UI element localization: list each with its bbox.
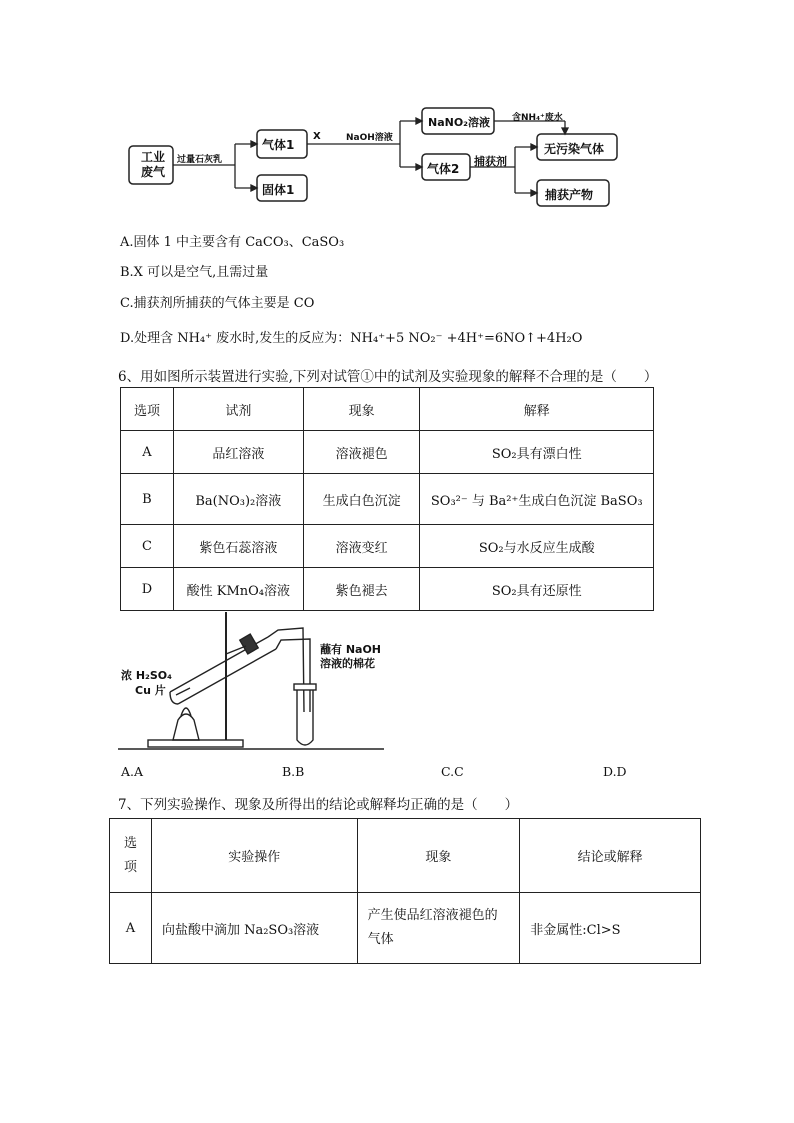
q7-stem: 7、下列实验操作、现象及所得出的结论或解释均正确的是（ ） (118, 797, 519, 813)
x-label: X (313, 131, 321, 142)
table-cell: A (121, 431, 174, 474)
q6-header-phenomenon: 现象 (303, 388, 420, 431)
table-cell: 非金属性:Cl>S (520, 893, 701, 964)
table-cell: SO₂与水反应生成酸 (420, 525, 654, 568)
table-cell: 紫色石蕊溶液 (173, 525, 303, 568)
q7-header-conclusion: 结论或解释 (520, 819, 701, 893)
q6-stem: 6、用如图所示装置进行实验,下列对试管①中的试剂及实验现象的解释不合理的是（ ） (118, 369, 658, 385)
table-cell: B (121, 474, 174, 525)
table-cell: D (121, 568, 174, 611)
table-cell: 紫色褪去 (303, 568, 420, 611)
table-cell: C (121, 525, 174, 568)
q7-header-option: 选 项 (110, 819, 152, 893)
table-cell: SO₂具有还原性 (420, 568, 654, 611)
label-naoh-cotton-2: 溶液的棉花 (320, 657, 375, 670)
table-cell: 溶液褪色 (303, 431, 420, 474)
q6-answer-d: D.D (603, 764, 627, 779)
label-copper-piece: Cu 片 (135, 684, 166, 697)
table-cell: A (110, 893, 152, 964)
table-row (121, 568, 654, 611)
table-cell: 生成白色沉淀 (303, 474, 420, 525)
q7-table (109, 818, 701, 964)
nh4-wastewater-label: 含NH₄⁺废水 (512, 113, 563, 123)
box-nano2: NaNO₂溶液 (428, 116, 491, 129)
arrow-lime-label: 过量石灰乳 (177, 155, 223, 165)
box-gas2: 气体2 (427, 162, 460, 176)
label-naoh-cotton-1: 蘸有 NaOH (320, 643, 382, 656)
q6-table-header (121, 388, 654, 431)
table-row (110, 893, 701, 964)
table-cell: Ba(NO₃)₂溶液 (173, 474, 303, 525)
box-no-pollution-gas: 无污染气体 (544, 142, 605, 156)
q6-table (120, 387, 654, 611)
box-industrial-gas: 工业 废气 (140, 150, 165, 179)
q7-header-operation: 实验操作 (151, 819, 357, 893)
box-capture-product: 捕获产物 (545, 188, 594, 202)
q6-answer-b: B.B (282, 764, 305, 779)
q6-answer-c: C.C (441, 764, 464, 779)
q6-header-explanation: 解释 (420, 388, 654, 431)
q5-option-a: A.固体 1 中主要含有 CaCO₃、CaSO₃ (120, 235, 345, 250)
table-row (121, 525, 654, 568)
table-cell: 向盐酸中滴加 Na₂SO₃溶液 (151, 893, 357, 964)
box-gas1: 气体1 (262, 138, 295, 152)
naoh-label: NaOH溶液 (346, 133, 393, 143)
q5-option-c: C.捕获剂所捕获的气体主要是 CO (120, 296, 315, 311)
capture-agent-label: 捕获剂 (474, 155, 507, 168)
q7-table-header (110, 819, 701, 893)
table-cell: 酸性 KMnO₄溶液 (173, 568, 303, 611)
table-row (121, 431, 654, 474)
q6-header-reagent: 试剂 (173, 388, 303, 431)
label-conc-sulfuric-acid: 浓 H₂SO₄ (121, 669, 172, 682)
table-cell: 产生使品红溶液褪色的 气体 (357, 893, 520, 964)
q6-answer-a: A.A (121, 764, 144, 779)
table-cell: 溶液变红 (303, 525, 420, 568)
table-cell: SO₂具有漂白性 (420, 431, 654, 474)
q5-option-b: B.X 可以是空气,且需过量 (120, 265, 269, 280)
q5-option-d: D.处理含 NH₄⁺ 废水时,发生的反应为：NH₄⁺+5 NO₂⁻ +4H⁺=6NO↑+4H₂O (120, 331, 583, 346)
q7-header-phenomenon: 现象 (357, 819, 520, 893)
table-cell: SO₃²⁻ 与 Ba²⁺生成白色沉淀 BaSO₃ (420, 474, 654, 525)
q6-header-option: 选项 (121, 388, 174, 431)
table-cell: 品红溶液 (173, 431, 303, 474)
box-solid1: 固体1 (262, 183, 295, 197)
table-row (121, 474, 654, 525)
